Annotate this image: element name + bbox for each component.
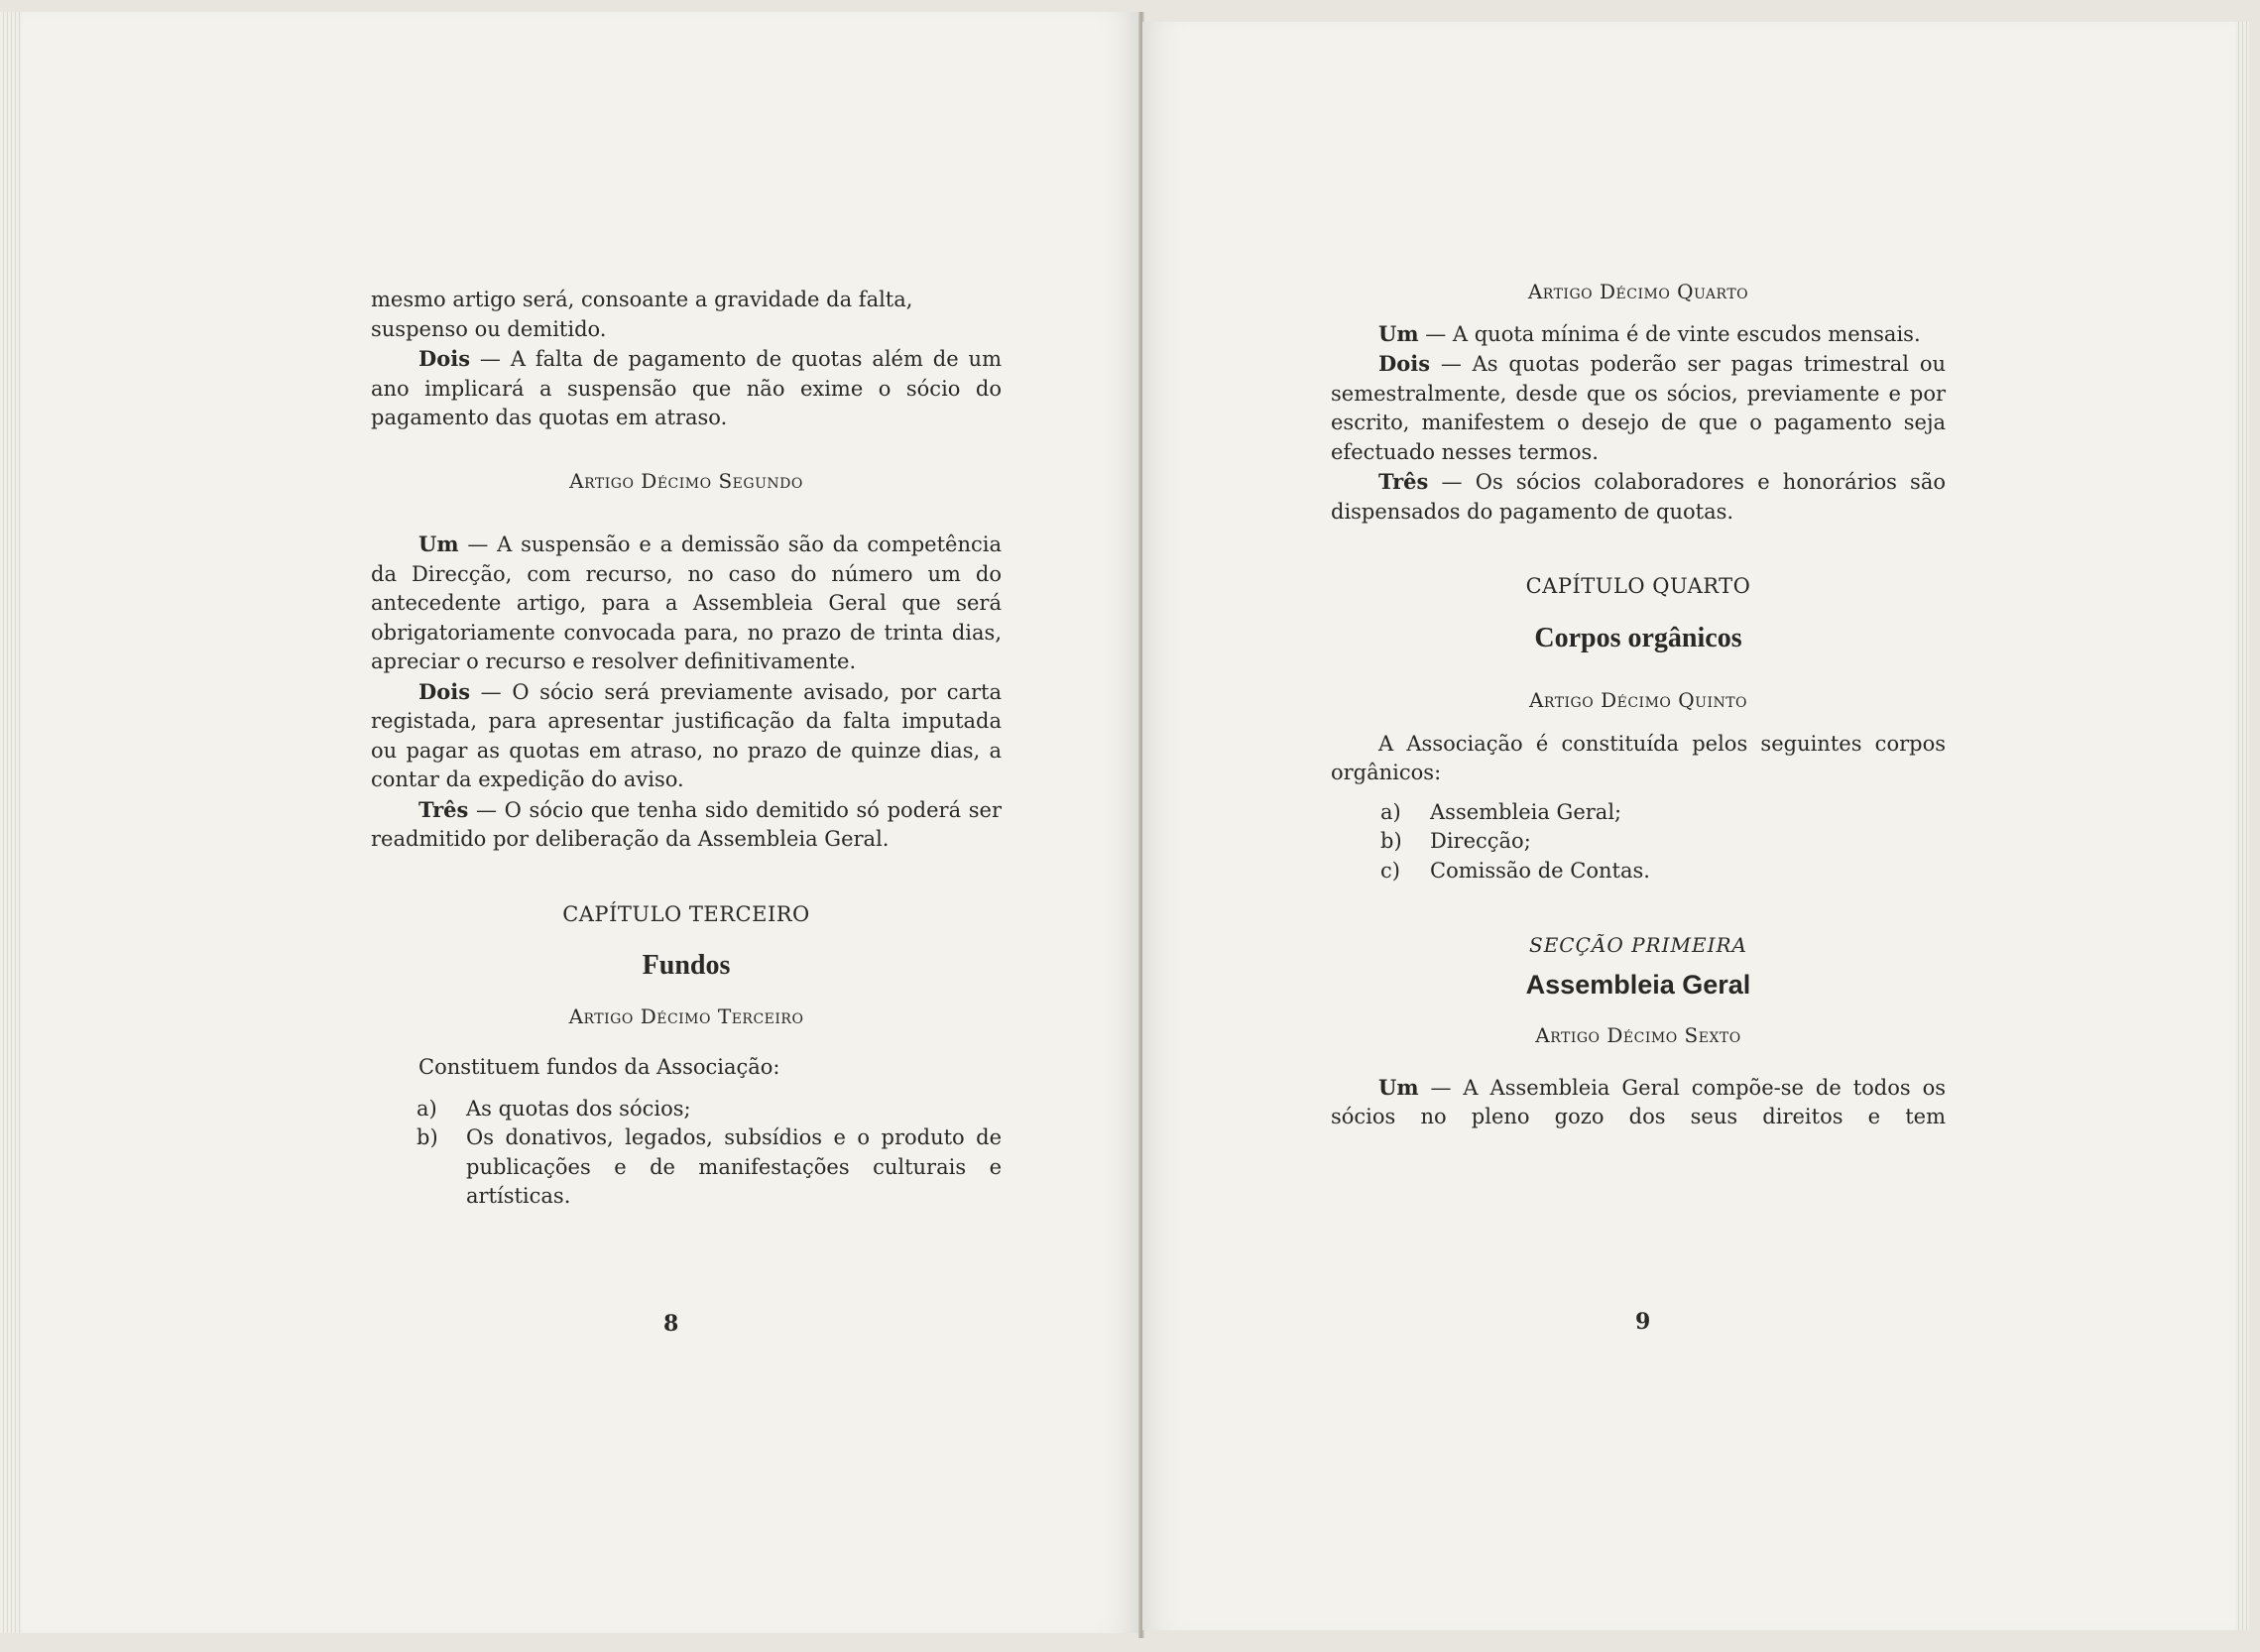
- list-item: [1331, 827, 1946, 857]
- paragraph-text: — A suspensão e a demissão são da competência da Direcção, com recurso, no caso do número um do antecedente artigo, para a Assembleia Geral que será obrigatoriamente convocada para, no prazo de trinta dias, apreciar o recurso e resolver definitivamente.: [371, 532, 1002, 673]
- article-15-intro: A Associação é constituída pelos seguintes corpos orgânicos:: [1331, 731, 1946, 784]
- paragraph-dois: [371, 344, 1002, 433]
- paragraph-text: — A Assembleia Geral compõe-se de todos os sócios no pleno gozo dos seus direitos e tem: [1331, 1075, 1946, 1128]
- page-edges-right: [2235, 22, 2249, 1630]
- section-subheading: SECÇÃO PRIMEIRA: [1529, 933, 1747, 957]
- page-number: 8: [663, 1311, 679, 1337]
- list-text: Direcção;: [1430, 829, 1531, 853]
- list-text: Comissão de Contas.: [1430, 858, 1650, 883]
- chapter-heading: CAPÍTULO TERCEIRO: [562, 901, 810, 926]
- article-12-paragraph-tres: [371, 795, 1002, 855]
- paragraph-lead: Um: [1378, 1074, 1419, 1100]
- list-text: Assembleia Geral;: [1430, 799, 1622, 824]
- section-title: Assembleia Geral: [1525, 969, 1751, 1000]
- chapter-title: Corpos orgânicos: [1534, 622, 1742, 653]
- paragraph-lead: Dois: [418, 678, 471, 704]
- article-14-paragraph-dois: [1331, 349, 1946, 467]
- list-text: Os donativos, legados, subsídios e o produto de publicações e de manifestações culturais e artísticas.: [466, 1125, 1002, 1208]
- paragraph-text: — O sócio que tenha sido demitido só poderá ser readmitido por deliberação da Assembleia Geral.: [371, 797, 1002, 851]
- paragraph-lead: Um: [418, 531, 459, 556]
- paragraph-lead: Dois: [418, 346, 471, 371]
- list-marker: a): [1380, 799, 1401, 824]
- list-item: [371, 1095, 1002, 1124]
- list-item: [371, 1123, 1002, 1212]
- page-edges-left: [0, 12, 22, 1633]
- article-14-heading: Artigo Décimo Quarto: [1527, 280, 1749, 303]
- left-page-text: [371, 286, 1002, 1212]
- continuation-paragraph: [371, 286, 1002, 344]
- article-13-intro: Constituem fundos da Associação:: [418, 1055, 780, 1079]
- paragraph-text: — A quota mínima é de vinte escudos mensais.: [1418, 321, 1921, 346]
- chapter-heading: CAPÍTULO QUARTO: [1525, 574, 1751, 598]
- paragraph-text: — A falta de pagamento de quotas além de um ano implicará a suspensão que não exime o sócio do pagamento das quotas em atraso.: [371, 347, 1002, 429]
- list-item: [1331, 857, 1946, 886]
- list-marker: b): [1380, 829, 1402, 853]
- list-marker: a): [416, 1096, 437, 1121]
- right-page: [1142, 22, 2235, 1630]
- list-text: As quotas dos sócios;: [466, 1096, 691, 1121]
- article-13-heading: Artigo Décimo Terceiro: [568, 1003, 804, 1028]
- paragraph-lead: Dois: [1378, 351, 1431, 376]
- article-12-paragraph-dois: [371, 677, 1002, 795]
- article-14-paragraph-tres: [1331, 467, 1946, 527]
- continuation-text: mesmo artigo será, consoante a gravidade da falta, suspenso ou demitido.: [371, 288, 913, 341]
- article-16-heading: Artigo Décimo Sexto: [1535, 1023, 1741, 1047]
- list-marker: b): [416, 1125, 438, 1149]
- paragraph-lead: Três: [418, 796, 469, 822]
- article-14-paragraph-um: [1331, 319, 1946, 350]
- article-12-heading: Artigo Décimo Segundo: [569, 468, 803, 493]
- chapter-title: Fundos: [642, 950, 731, 981]
- paragraph-text: — As quotas poderão ser pagas trimestral ou semestralmente, desde que os sócios, previamente e por escrito, manifestem o desejo de que o pagamento seja efectuado nesses termos.: [1331, 352, 1946, 464]
- list-marker: c): [1380, 858, 1400, 883]
- page-number: 9: [1635, 1309, 1651, 1335]
- right-page-text: [1331, 278, 1946, 1132]
- paragraph-text: — Os sócios colaboradores e honorários são dispensados do pagamento de quotas.: [1331, 470, 1946, 524]
- article-15-heading: Artigo Décimo Quinto: [1528, 688, 1748, 712]
- article-12-paragraph-um: [371, 530, 1002, 677]
- paragraph-lead: Três: [1378, 469, 1429, 494]
- paragraph-text: — O sócio será previamente avisado, por carta registada, para apresentar justificação da falta imputada ou pagar as quotas em atraso, no prazo de quinze dias, a contar da expedição do aviso.: [371, 679, 1002, 791]
- left-page: [22, 12, 1140, 1633]
- article-16-paragraph-um: [1331, 1073, 1946, 1132]
- list-item: [1331, 798, 1946, 828]
- paragraph-lead: Um: [1378, 320, 1419, 346]
